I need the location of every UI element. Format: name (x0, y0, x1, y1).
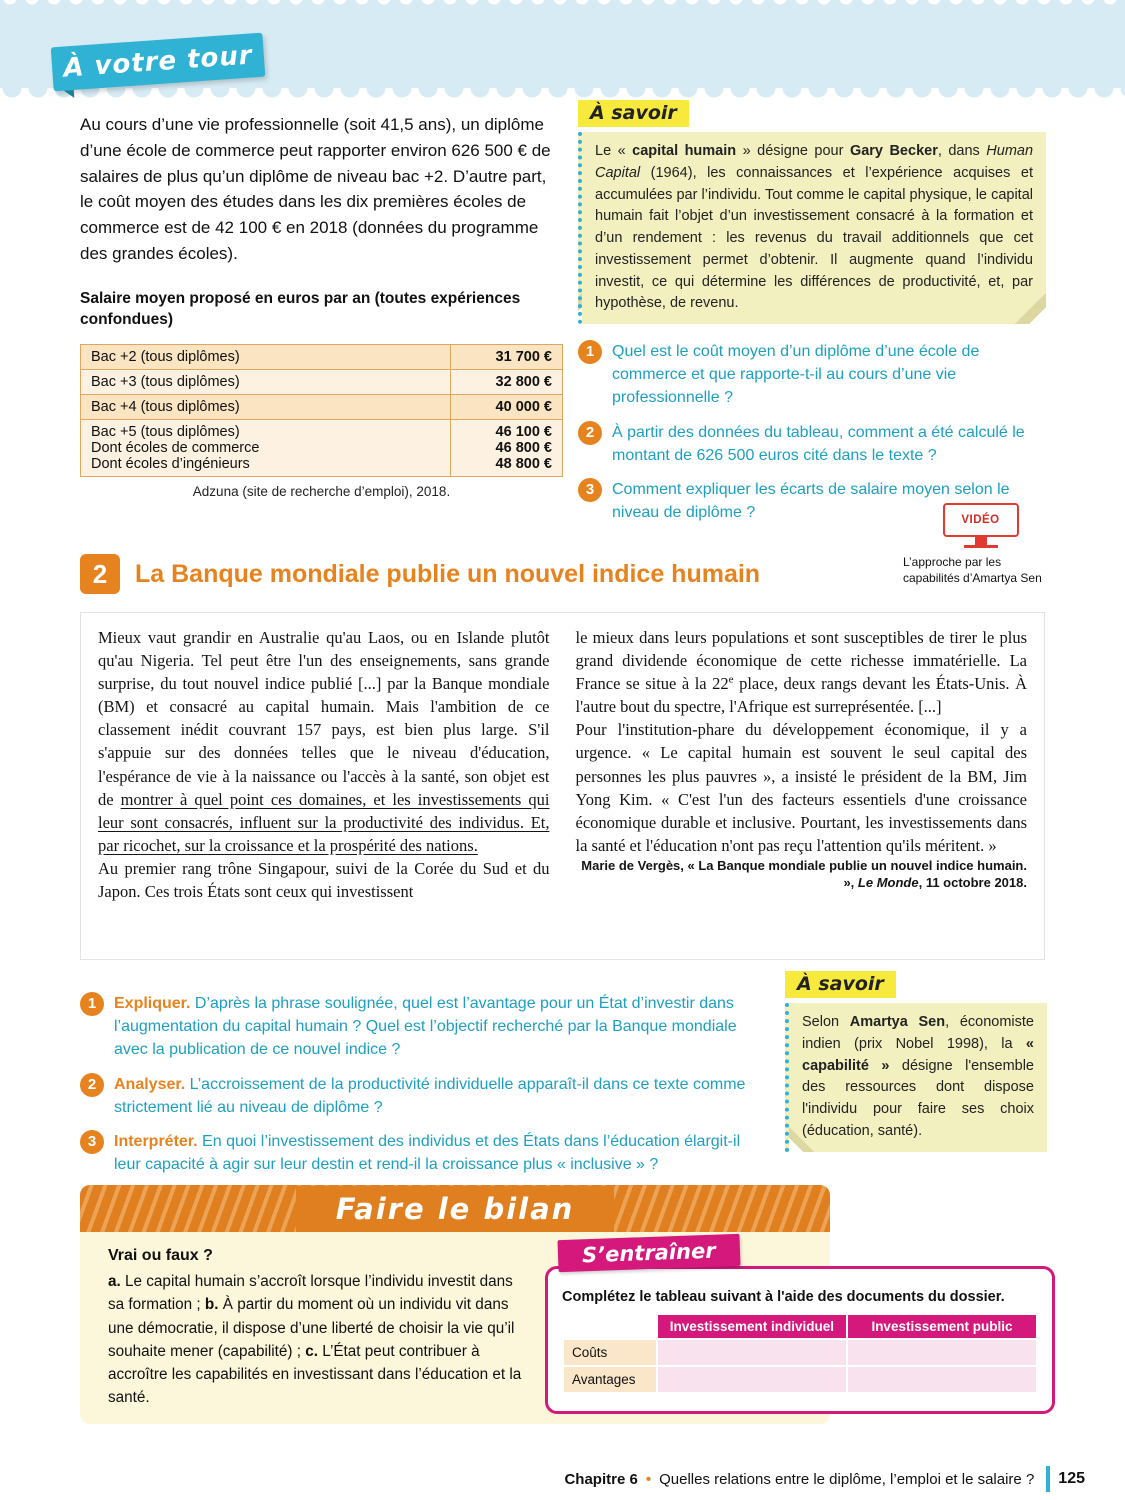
attribution-source: Le Monde (857, 875, 919, 891)
asavoir-bold: « capabilité » (802, 1035, 1034, 1074)
article (80, 612, 1045, 960)
question-text: À partir des données du tableau, comment a été calculé le montant de 626 500 euros cité dans le texte ? (612, 423, 1025, 464)
doc2-number-badge: 2 (80, 554, 120, 594)
item-label: c. (305, 1342, 319, 1360)
salary-table-title: Salaire moyen proposé en euros par an (toutes expériences confondues) (80, 289, 521, 328)
row-value: 40 000 € (451, 394, 563, 419)
row-header: Coûts (564, 1340, 656, 1365)
bilan-title: Faire le bilan (296, 1186, 615, 1232)
asavoir-segment: Selon (802, 1014, 850, 1030)
video-block (903, 503, 1058, 586)
article-col-left (98, 626, 550, 946)
question-number-badge: 3 (578, 478, 602, 502)
row-label: Bac +3 (tous diplômes) (81, 369, 451, 394)
row-value-line: 46 100 € (495, 423, 552, 440)
table-row (81, 344, 563, 369)
table-source: Adzuna (site de recherche d’emploi), 2018. (192, 483, 451, 499)
asavoir-callout-2 (785, 971, 1047, 1152)
table-row (564, 1340, 1036, 1365)
item-label: a. (108, 1273, 121, 1290)
question-number-badge: 2 (578, 421, 602, 445)
asavoir-segment: (1964), les connaissances et l’expérience acquises et accumulées par l’individu. Tout comme le capital physique, le capital humain fait l’objet d’un investissement consacré à la formation et d’un rendement : les revenus du travail additionnels que cet investissement permet d’obtenir. Il augmente quand l’individu investit, ce qui détermine les différences de productivité, et, par hypothèse, de revenu. (595, 164, 1033, 312)
row-header: Avantages (564, 1367, 656, 1392)
row-label: Bac +2 (tous diplômes) (81, 344, 451, 369)
asavoir-segment: , économiste indien (prix Nobel 1998), la (802, 1014, 1034, 1052)
question-item (80, 992, 748, 1062)
underlined-passage: montrer à quel point ces domaines, et les investissements qui leur sont consacrés, influent sur la productivité des individus. Et, par ricochet, sur la croissance et la prospérité des nations. (98, 789, 550, 855)
question-body: L’accroissement de la productivité individuelle apparaît-il dans ce texte comme strictement lié au niveau de diplôme ? (114, 1075, 746, 1116)
row-value-line: 46 800 € (495, 439, 552, 456)
table-row (564, 1367, 1036, 1392)
corner-cell (564, 1315, 656, 1338)
article-text: le mieux dans leurs populations et sont susceptibles de tirer le plus grand dividende économique de cette richesse immatérielle. La France se situe à la 22 (575, 628, 1027, 694)
article-paragraph (576, 626, 1028, 718)
question-item (80, 1130, 748, 1176)
video-label: VIDÉO (961, 514, 1000, 526)
item-text: L’État peut contribuer à accroître les capabilités en investissant dans l’éducation et la santé. (108, 1342, 522, 1407)
footer-title: Quelles relations entre le diplôme, l’emploi et le salaire ? (659, 1470, 1035, 1488)
asavoir-text (578, 132, 1046, 324)
avotretour-label: À votre tour (62, 40, 254, 84)
question-verb: Expliquer. (114, 995, 191, 1012)
question-verb: Analyser. (114, 1075, 186, 1093)
video-caption: L’approche par les capabilités d’Amartya Sen (903, 555, 1042, 585)
entrainer-table (562, 1313, 1038, 1394)
column-header: Investissement public (848, 1315, 1036, 1338)
question-text: Quel est le coût moyen d’un diplôme d’une école de commerce et que rapporte-t-il au cours d’une vie professionnelle ? (612, 343, 980, 407)
footer-divider (1046, 1466, 1050, 1492)
superscript: e (728, 673, 734, 686)
video-base (964, 545, 998, 548)
video-icon[interactable] (903, 503, 1058, 548)
asavoir-segment: » désigne pour (736, 143, 850, 159)
article-text: place, deux rangs devant les États-Unis. À l'autre bout du spectre, l'Afrique est surreprésentée. [...] (575, 674, 1027, 717)
question-number-badge: 2 (80, 1073, 104, 1097)
answer-cell[interactable] (848, 1367, 1036, 1392)
asavoir-segment: , dans (937, 143, 987, 159)
question-body: D’après la phrase soulignée, quel est l’avantage pour un État d’investir dans l’augmentation du capital humain ? Quel est l’objectif recherché par la Banque mondiale avec la publication de ce nouvel indice ? (114, 995, 737, 1059)
asavoir-segment: désigne l'ensemble des ressources dont dispose l'individu pour faire ses choix (éducation, santé). (802, 1057, 1034, 1139)
doc2-questions (80, 992, 748, 1187)
asavoir-bold: Gary Becker (849, 143, 938, 159)
row-label-line: Dont écoles de commerce (91, 439, 260, 456)
asavoir-title: À savoir (578, 100, 689, 127)
item-label: b. (204, 1296, 219, 1314)
vrai-ou-faux-title: Vrai ou faux ? (108, 1247, 213, 1264)
question-text (114, 1130, 748, 1176)
video-stand (975, 537, 987, 545)
footer-bullet: • (645, 1470, 652, 1488)
table-row (81, 394, 563, 419)
page-number: 125 (1058, 1470, 1085, 1487)
question-text: Comment expliquer les écarts de salaire moyen selon le niveau de diplôme ? (612, 480, 1010, 522)
question-verb: Interpréter. (114, 1132, 198, 1150)
attribution-text: , 11 octobre 2018. (918, 875, 1027, 891)
salary-table (80, 344, 563, 477)
footer (564, 1466, 1085, 1492)
doc1-intro: Au cours d’une vie professionnelle (soit 41,5 ans), un diplôme d’une école de commerce peut rapporter environ 626 500 € de salaires de plus qu’un diplôme de niveau bac +2. D’autre part, le coût moyen des études dans les dix premières écoles de commerce est de 42 100 € en 2018 (données du programme des grandes écoles). (80, 115, 551, 264)
row-value-line: 48 800 € (495, 455, 552, 472)
article-paragraph: Au premier rang trône Singapour, suivi de la Corée du Sud et du Japon. Ces trois États sont ceux qui investissent (98, 858, 550, 902)
doc1-left-column (80, 112, 563, 499)
article-paragraph: Pour l'institution-phare du développement économique, il y a urgence. « Le capital humain est souvent le seul capital des personnes les plus pauvres », a insisté le président de la BM, Jim Yong Kim. « C'est l'un des facteurs essentiels d'une croissance économique durable et inclusive. Pourtant, les investissements dans la santé et l'éducation n'ont pas reçu l'attention qu'ils méritent. » (575, 720, 1027, 855)
question-item (578, 421, 1046, 467)
footer-chapter: Chapitre 6 (564, 1470, 638, 1488)
asavoir-callout-1 (578, 100, 1046, 324)
bilan-banner (80, 1185, 830, 1232)
row-label-line: Bac +5 (tous diplômes) (91, 423, 240, 440)
asavoir-title: À savoir (785, 971, 896, 998)
question-number-badge: 1 (80, 992, 104, 1016)
article-text: Mieux vaut grandir en Australie qu'au Laos, ou en Islande plutôt qu'au Nigeria. Tel peut être l'un des enseignements, sans grande surprise, du tout nouvel indice publié [...] par la Banque mondiale (BM) et consacré au capital humain. Mais l'ambition de ce classement inédit couvrant 157 pays, est bien plus large. S'il s'appuie sur des données telles que le niveau d'éducation, l'espérance de vie à la naissance ou l'accès à la santé, son objet est de (98, 628, 550, 809)
table-row (81, 419, 563, 476)
video-screen[interactable] (943, 503, 1019, 537)
question-text (114, 992, 748, 1062)
row-label (81, 419, 451, 476)
vrai-ou-faux-text (108, 1270, 526, 1410)
doc1-questions (578, 340, 1046, 524)
asavoir-text (785, 1003, 1047, 1152)
article-attribution (576, 857, 1028, 892)
entrainer-instruction: Complétez le tableau suivant à l'aide des documents du dossier. (562, 1289, 1005, 1305)
asavoir-bold: Amartya Sen (849, 1014, 946, 1030)
attribution-text: Marie de Vergès, « La Banque mondiale publie un nouvel indice humain. », (581, 857, 1027, 891)
item-text: Le capital humain s’accroît lorsque l’individu investit dans sa formation ; (108, 1273, 513, 1314)
asavoir-bold: capital humain (632, 143, 737, 159)
row-value: 31 700 € (451, 344, 563, 369)
question-item (578, 340, 1046, 410)
article-col-right (576, 626, 1028, 946)
item-text: À partir du moment où un individu vit dans une démocratie, il dispose d’une liberté de choisir la vie qu’il souhaite mener (capabilité) ; (108, 1296, 515, 1360)
row-value (451, 419, 563, 476)
table-row (81, 369, 563, 394)
answer-cell[interactable] (658, 1340, 846, 1365)
answer-cell[interactable] (848, 1340, 1036, 1365)
asavoir-italic: Human Capital (595, 143, 1034, 181)
entrainer-box (545, 1266, 1055, 1414)
answer-cell[interactable] (658, 1367, 846, 1392)
question-text (114, 1073, 748, 1119)
article-paragraph (98, 626, 550, 857)
doc2-header (80, 554, 760, 594)
question-number-badge: 3 (80, 1130, 104, 1154)
row-label-line: Dont écoles d’ingénieurs (91, 455, 250, 472)
question-body: En quoi l’investissement des individus et des États dans l’éducation élargit-il leur capacité à agir sur leur destin et rend-il la croissance plus « inclusive » ? (114, 1132, 741, 1174)
asavoir-segment: Le « (595, 143, 633, 159)
column-header: Investissement individuel (658, 1315, 846, 1338)
doc2-title: La Banque mondiale publie un nouvel indice humain (135, 559, 761, 588)
question-number-badge: 1 (578, 340, 602, 364)
entrainer-label: S’entraîner (557, 1234, 740, 1272)
row-value: 32 800 € (451, 369, 563, 394)
question-item (80, 1073, 748, 1119)
table-header-row (564, 1315, 1036, 1338)
doc1-right-column (578, 100, 1046, 535)
row-label: Bac +4 (tous diplômes) (81, 394, 451, 419)
